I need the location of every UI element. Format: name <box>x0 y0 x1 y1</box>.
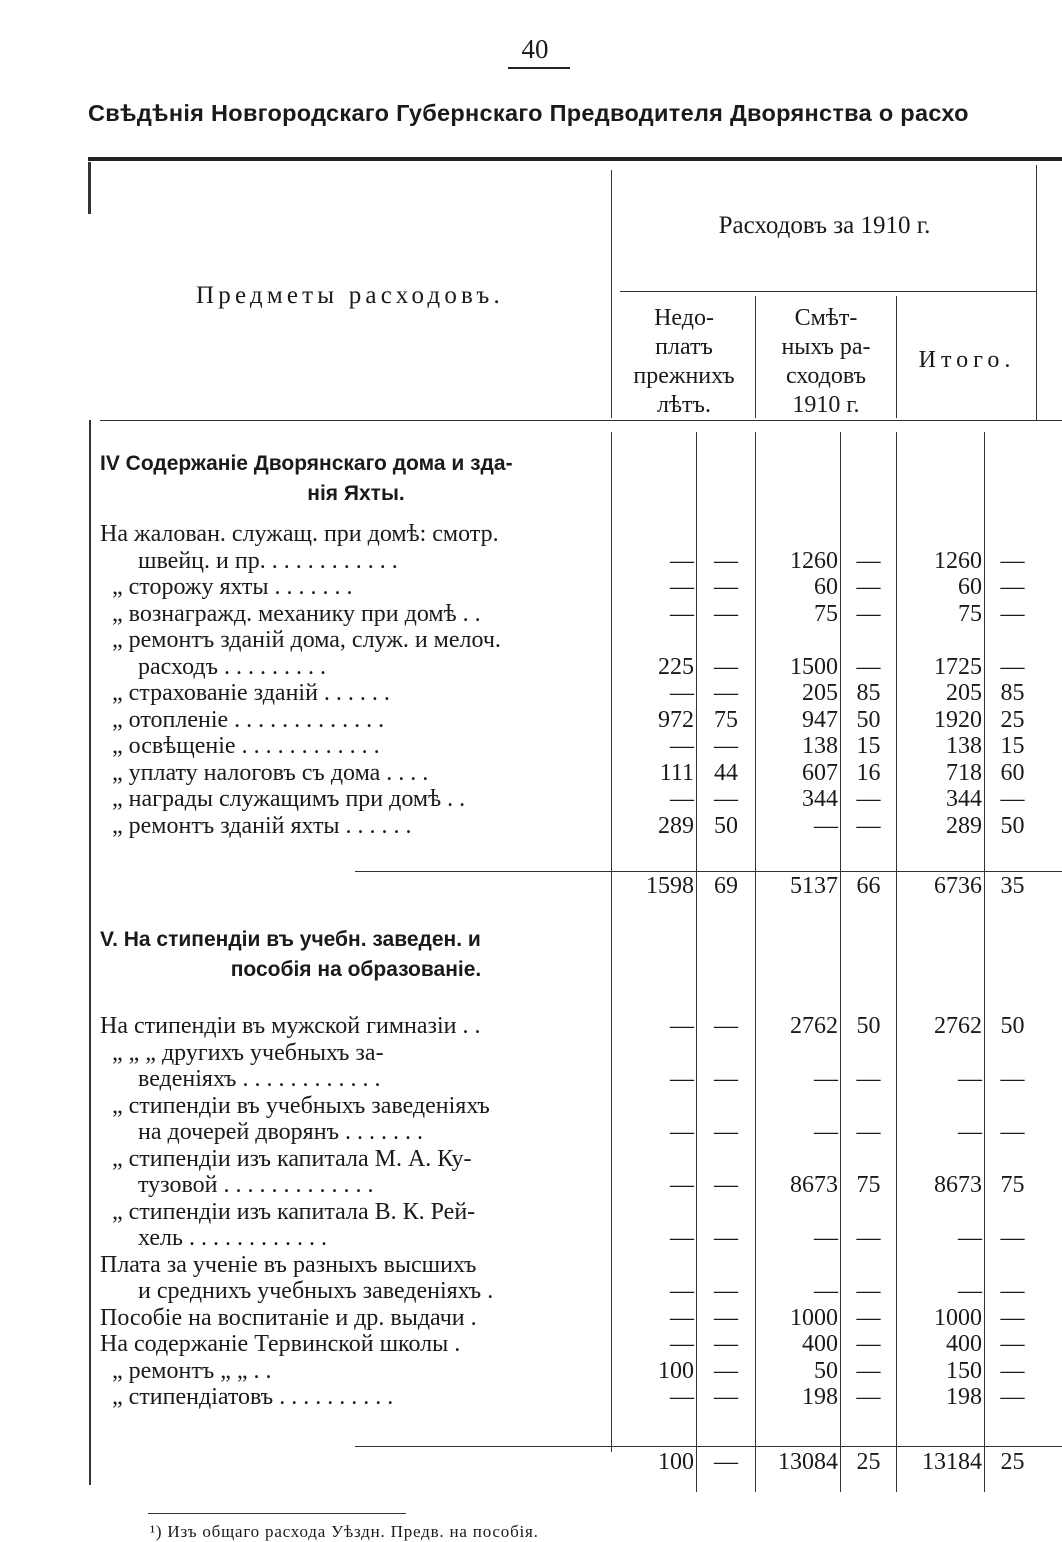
cell-estimated-rubles: — <box>814 1066 838 1092</box>
cell-estimated-rubles: — <box>814 812 838 839</box>
section-iv-title-line1: IV Содержаніе Дворянскаго дома и зда- <box>100 452 513 475</box>
row-text-line: „ ремонтъ „ „ . . <box>112 1357 272 1384</box>
cell-arrears-rubles: — <box>670 786 694 812</box>
cell-estimated-rubles: — <box>814 1225 838 1251</box>
cell-total-rubles: 150 <box>946 1357 982 1384</box>
cell-total-kopecks: 25 <box>1000 706 1025 733</box>
cell-total-rubles: 1260 <box>934 547 982 574</box>
row-text-line: „ ремонтъ зданій дома, служ. и мелоч. <box>112 627 501 653</box>
row-text-line: „ ремонтъ зданій яхты . . . . . . <box>112 812 412 839</box>
cell-estimated-rubles: 344 <box>802 786 838 812</box>
row-text-line: „ отопленіе . . . . . . . . . . . . . <box>112 706 385 733</box>
cell-estimated-rubles: 205 <box>802 680 838 706</box>
header-arrears: Недо- платъ прежнихъ лѣтъ. <box>633 305 735 418</box>
cell-total-rubles: 344 <box>946 786 982 812</box>
cell-estimated-rubles: 400 <box>802 1331 838 1357</box>
cell-total-rubles: 75 <box>958 600 982 627</box>
cell-estimated-kopecks: — <box>856 1066 881 1092</box>
row-text-line: тузовой . . . . . . . . . . . . . <box>138 1172 374 1198</box>
cell-estimated-rubles: 198 <box>802 1384 838 1410</box>
section-v-title <box>100 925 612 985</box>
cell-arrears-rubles: — <box>670 600 694 627</box>
row-text-line: швейц. и пр. . . . . . . . . . . . <box>138 547 398 574</box>
cell-estimated-kopecks: 50 <box>856 1013 881 1039</box>
cell-arrears-rubles: 972 <box>658 706 694 733</box>
row-text-line: „ уплату налоговъ съ дома . . . . <box>112 759 429 786</box>
row-text-line: „ стипендіи изъ капитала М. А. Ку- <box>112 1145 472 1172</box>
cell-estimated-kopecks: — <box>856 547 881 574</box>
cell-estimated-rubles: 8673 <box>790 1172 838 1198</box>
header-right-border <box>1036 165 1037 420</box>
cell-arrears-rubles: 225 <box>658 653 694 680</box>
cell-total-kopecks: 15 <box>1000 733 1025 759</box>
section-v-total-rule <box>355 1446 1062 1447</box>
row-text-line: Пособіе на воспитаніе и др. выдачи . <box>100 1304 477 1331</box>
cell-total-kopecks: 50 <box>1000 1013 1025 1039</box>
header-divider-subjects <box>611 170 612 418</box>
cell-arrears-kopecks: — <box>714 1066 738 1092</box>
table-top-rule <box>88 157 1062 161</box>
cell-estimated-rubles: 947 <box>802 706 838 733</box>
total-total-kopecks: 25 <box>1000 1449 1025 1475</box>
row-text-line: веденіяхъ . . . . . . . . . . . . <box>138 1066 381 1092</box>
row-text-line: на дочерей дворянъ . . . . . . . <box>138 1119 423 1145</box>
row-text-line: „ „ „ другихъ учебныхъ за- <box>112 1039 384 1066</box>
cell-arrears-rubles: — <box>670 1278 694 1304</box>
cell-total-kopecks: — <box>1000 1384 1025 1410</box>
cell-total-rubles: 1920 <box>934 706 982 733</box>
page-number-underline <box>508 67 570 69</box>
cell-total-rubles: — <box>958 1066 982 1092</box>
cell-estimated-rubles: 2762 <box>790 1013 838 1039</box>
cell-estimated-kopecks: — <box>856 1278 881 1304</box>
row-text-line: На стипендіи въ мужской гимназіи . . <box>100 1013 481 1039</box>
cell-arrears-kopecks: — <box>714 653 738 680</box>
cell-arrears-rubles: — <box>670 1172 694 1198</box>
row-text-line: Плата за ученіе въ разныхъ высшихъ <box>100 1251 477 1278</box>
cell-arrears-kopecks: — <box>714 1384 738 1410</box>
cell-arrears-kopecks: — <box>714 1278 738 1304</box>
cell-estimated-rubles: 1000 <box>790 1304 838 1331</box>
cell-arrears-rubles: — <box>670 1066 694 1092</box>
cell-total-kopecks: — <box>1000 574 1025 600</box>
cell-total-kopecks: — <box>1000 1357 1025 1384</box>
cell-estimated-kopecks: 15 <box>856 733 881 759</box>
header-subjects: Предметы расходовъ. <box>196 282 504 309</box>
section-iv-title-line2: нія Яхты. <box>307 482 405 505</box>
cell-arrears-kopecks: 75 <box>714 706 738 733</box>
cell-arrears-kopecks: 50 <box>714 812 738 839</box>
cell-arrears-kopecks: — <box>714 1304 738 1331</box>
cell-arrears-rubles: — <box>670 1331 694 1357</box>
total-arrears-rubles: 100 <box>658 1449 694 1475</box>
cell-estimated-kopecks: — <box>856 1304 881 1331</box>
total-total-rubles: 13184 <box>922 1449 982 1475</box>
cell-estimated-rubles: 75 <box>814 600 838 627</box>
cell-arrears-kopecks: — <box>714 1357 738 1384</box>
cell-estimated-kopecks: — <box>856 786 881 812</box>
cell-arrears-kopecks: 44 <box>714 759 738 786</box>
section-v-title-line1: V. На стипендіи въ учебн. заведен. и <box>100 928 481 951</box>
cell-arrears-kopecks: — <box>714 1172 738 1198</box>
table-left-border <box>88 162 91 214</box>
row-text-line: „ стипендіи изъ капитала В. К. Рей- <box>112 1198 476 1225</box>
cell-estimated-kopecks: — <box>856 1225 881 1251</box>
cell-total-rubles: 138 <box>946 733 982 759</box>
row-text-line: „ стипендіи въ учебныхъ заведеніяхъ <box>112 1092 490 1119</box>
header-divider-arrears <box>755 296 756 418</box>
row-text-line: хель . . . . . . . . . . . . <box>138 1225 327 1251</box>
total-estimated-kopecks: 25 <box>856 1449 881 1475</box>
section-v-title-line2: пособія на образованіе. <box>230 958 482 981</box>
cell-estimated-kopecks: — <box>856 1331 881 1357</box>
cell-total-kopecks: — <box>1000 1066 1025 1092</box>
cell-estimated-kopecks: — <box>856 1384 881 1410</box>
cell-estimated-kopecks: — <box>856 1357 881 1384</box>
cell-arrears-kopecks: — <box>714 1225 738 1251</box>
cell-total-rubles: 289 <box>946 812 982 839</box>
row-text-line: расходъ . . . . . . . . . <box>138 653 327 680</box>
table-left-border-lower <box>89 420 91 1485</box>
row-text-line: и среднихъ учебныхъ заведеніяхъ . <box>138 1278 494 1304</box>
cell-arrears-kopecks: — <box>714 733 738 759</box>
cell-estimated-kopecks: — <box>856 574 881 600</box>
cell-total-rubles: 2762 <box>934 1013 982 1039</box>
cell-arrears-rubles: — <box>670 1013 694 1039</box>
cell-estimated-rubles: 1500 <box>790 653 838 680</box>
row-text-line: „ страхованіе зданій . . . . . . <box>112 680 390 706</box>
footnote-rule <box>148 1513 406 1514</box>
cell-total-kopecks: — <box>1000 1119 1025 1145</box>
row-text-line: „ стипендіатовъ . . . . . . . . . . <box>112 1384 394 1410</box>
cell-arrears-kopecks: — <box>714 547 738 574</box>
cell-estimated-kopecks: — <box>856 653 881 680</box>
cell-total-kopecks: — <box>1000 1331 1025 1357</box>
cell-total-kopecks: — <box>1000 653 1025 680</box>
cell-total-kopecks: — <box>1000 1278 1025 1304</box>
cell-estimated-rubles: 50 <box>814 1357 838 1384</box>
cell-arrears-kopecks: — <box>714 1013 738 1039</box>
cell-total-kopecks: 75 <box>1000 1172 1025 1198</box>
cell-arrears-kopecks: — <box>714 600 738 627</box>
header-bottom-rule <box>100 420 1062 421</box>
cell-total-kopecks: 85 <box>1000 680 1025 706</box>
cell-total-kopecks: — <box>1000 1225 1025 1251</box>
cell-arrears-kopecks: — <box>714 680 738 706</box>
total-estimated-rubles: 5137 <box>790 873 838 899</box>
total-arrears-kopecks: — <box>714 1449 738 1475</box>
total-estimated-rubles: 13084 <box>778 1449 838 1475</box>
cell-estimated-kopecks: — <box>856 600 881 627</box>
cell-arrears-rubles: — <box>670 1225 694 1251</box>
section-iv-title <box>100 449 612 509</box>
group-header-rule <box>620 291 1036 292</box>
cell-arrears-rubles: — <box>670 1304 694 1331</box>
cell-total-rubles: 1725 <box>934 653 982 680</box>
row-text-line: „ награды служащимъ при домѣ . . <box>112 786 466 812</box>
row-text-line: „ освѣщеніе . . . . . . . . . . . . <box>112 733 380 759</box>
row-text-line: „ сторожу яхты . . . . . . . <box>112 574 353 600</box>
total-arrears-rubles: 1598 <box>646 873 694 899</box>
footnote: ¹) Изъ общаго расхода Уѣздн. Предв. на пособія. <box>150 1522 539 1541</box>
header-divider-estimated <box>896 296 897 418</box>
cell-total-rubles: — <box>958 1278 982 1304</box>
cell-estimated-rubles: — <box>814 1119 838 1145</box>
total-arrears-kopecks: 69 <box>714 873 738 899</box>
page-title: Свѣдѣнія Новгородскаго Губернскаго Предводителя Дворянства о расхо <box>88 100 969 126</box>
cell-total-kopecks: — <box>1000 786 1025 812</box>
cell-estimated-rubles: 138 <box>802 733 838 759</box>
cell-estimated-rubles: 607 <box>802 759 838 786</box>
cell-arrears-rubles: 100 <box>658 1357 694 1384</box>
cell-total-rubles: 718 <box>946 759 982 786</box>
total-total-kopecks: 35 <box>1000 873 1025 899</box>
row-text-line: На содержаніе Тервинской школы . <box>100 1331 461 1357</box>
cell-total-kopecks: — <box>1000 547 1025 574</box>
cell-arrears-kopecks: — <box>714 1331 738 1357</box>
cell-arrears-rubles: — <box>670 680 694 706</box>
section-iv-total-rule <box>355 871 1062 872</box>
cell-arrears-rubles: — <box>670 547 694 574</box>
cell-arrears-rubles: — <box>670 1384 694 1410</box>
header-expenses-1910: Расходовъ за 1910 г. <box>718 212 931 239</box>
cell-total-rubles: — <box>958 1225 982 1251</box>
cell-total-rubles: 1000 <box>934 1304 982 1331</box>
cell-total-rubles: 198 <box>946 1384 982 1410</box>
cell-total-rubles: 8673 <box>934 1172 982 1198</box>
page-number: 40 <box>521 34 549 64</box>
cell-arrears-kopecks: — <box>714 1119 738 1145</box>
cell-arrears-rubles: 289 <box>658 812 694 839</box>
cell-estimated-kopecks: 50 <box>856 706 881 733</box>
cell-total-kopecks: 60 <box>1000 759 1025 786</box>
row-text-line: „ вознагражд. механику при домѣ . . <box>112 600 481 627</box>
cell-arrears-rubles: — <box>670 574 694 600</box>
cell-estimated-kopecks: — <box>856 1119 881 1145</box>
cell-estimated-kopecks: 85 <box>856 680 881 706</box>
cell-arrears-kopecks: — <box>714 786 738 812</box>
cell-total-rubles: 205 <box>946 680 982 706</box>
total-estimated-kopecks: 66 <box>856 873 881 899</box>
cell-estimated-kopecks: — <box>856 812 881 839</box>
cell-total-rubles: 60 <box>958 574 982 600</box>
cell-arrears-rubles: 111 <box>659 759 694 786</box>
cell-total-kopecks: — <box>1000 1304 1025 1331</box>
cell-total-kopecks: — <box>1000 600 1025 627</box>
total-total-rubles: 6736 <box>934 873 982 899</box>
cell-arrears-rubles: — <box>670 1119 694 1145</box>
cell-arrears-rubles: — <box>670 733 694 759</box>
cell-estimated-kopecks: 75 <box>856 1172 881 1198</box>
cell-total-rubles: 400 <box>946 1331 982 1357</box>
cell-total-kopecks: 50 <box>1000 812 1025 839</box>
header-estimated: Смѣт- ныхъ ра- сходовъ 1910 г. <box>781 305 871 418</box>
cell-estimated-rubles: — <box>814 1278 838 1304</box>
cell-estimated-rubles: 60 <box>814 574 838 600</box>
cell-estimated-kopecks: 16 <box>856 759 881 786</box>
row-text-line: На жалован. служащ. при домѣ: смотр. <box>100 521 499 547</box>
header-total: Итого. <box>918 347 1016 373</box>
cell-arrears-kopecks: — <box>714 574 738 600</box>
cell-estimated-rubles: 1260 <box>790 547 838 574</box>
cell-total-rubles: — <box>958 1119 982 1145</box>
